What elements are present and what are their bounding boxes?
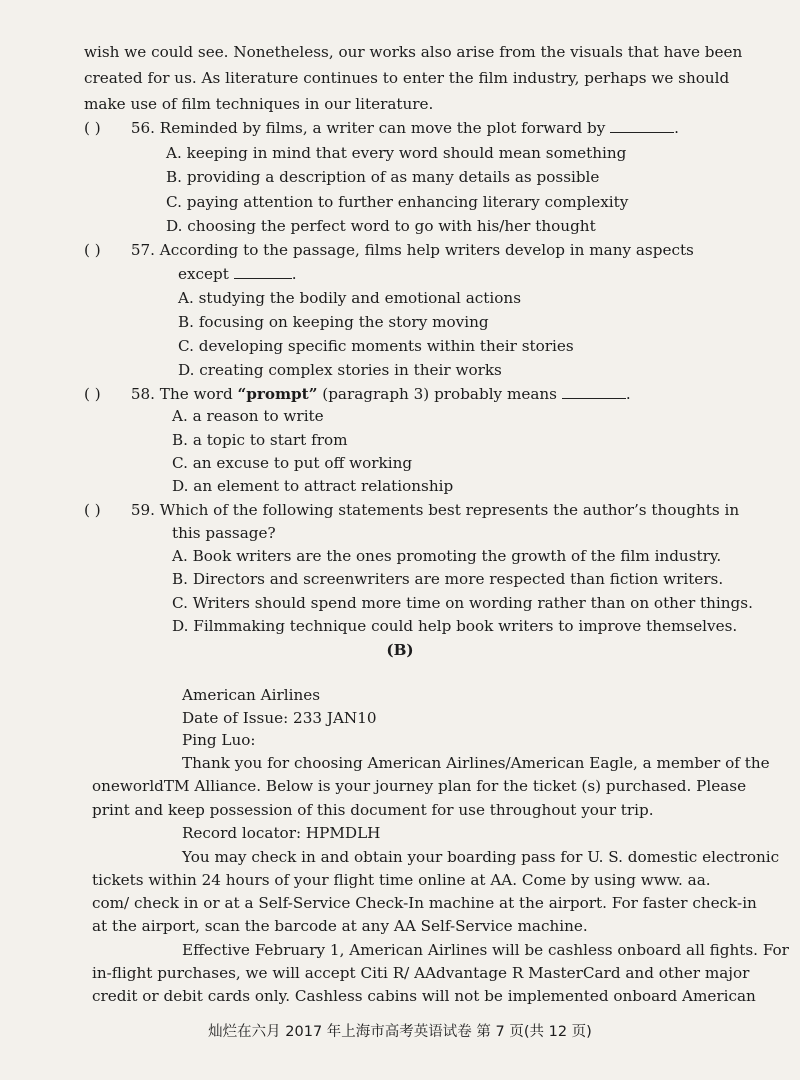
- page-footer: 灿烂在六月 2017 年上海市高考英语试卷 第 7 页(共 12 页): [208, 1024, 592, 1040]
- paragraph-line: Thank you for choosing American Airlines/American Eagle, a member of the: [182, 754, 770, 772]
- option-c: C. Writers should spend more time on wording rather than on other things.: [172, 594, 753, 612]
- keyword-prompt: “prompt”: [237, 385, 318, 403]
- option-a: A. studying the bodily and emotional actions: [178, 289, 521, 307]
- paragraph-line: at the airport, scan the barcode at any AA Self-Service machine.: [92, 917, 588, 935]
- option-b: B. focusing on keeping the story moving: [178, 313, 489, 331]
- question-stem: 57. According to the passage, films help writers develop in many aspects: [130, 241, 694, 259]
- question-stem-cont: this passage?: [172, 524, 276, 542]
- paragraph-line: credit or debit cards only. Cashless cabins will not be implemented onboard American: [92, 987, 756, 1005]
- paragraph-line: oneworldTM Alliance. Below is your journey plan for the ticket (s) purchased. Please: [92, 777, 747, 795]
- option-b: B. a topic to start from: [172, 431, 348, 449]
- answer-parenthesis[interactable]: ( ): [84, 501, 101, 519]
- date-of-issue: Date of Issue: 233 JAN10: [182, 709, 377, 727]
- paragraph-line: in-flight purchases, we will accept Citi R/ AAdvantage R MasterCard and other major: [92, 964, 750, 982]
- paragraph-line: com/ check in or at a Self-Service Check-In machine at the airport. For faster check-in: [92, 894, 757, 912]
- question-57: [84, 240, 694, 260]
- answer-parenthesis[interactable]: ( ): [84, 241, 101, 259]
- paragraph-line: Effective February 1, American Airlines will be cashless onboard all fights. For: [182, 941, 789, 959]
- answer-blank[interactable]: [610, 118, 674, 133]
- answer-blank[interactable]: [234, 264, 292, 279]
- option-d: D. creating complex stories in their works: [178, 361, 502, 379]
- option-c: C. developing specific moments within their stories: [178, 337, 574, 355]
- question-56: ( ) 56. Reminded by films, a writer can move the plot forward by .: [84, 119, 679, 137]
- section-heading: (B): [386, 641, 414, 659]
- passage-line: make use of film techniques in our literature.: [84, 95, 434, 113]
- answer-parenthesis[interactable]: ( ): [84, 385, 101, 403]
- option-b: B. Directors and screenwriters are more respected than fiction writers.: [172, 570, 724, 588]
- passage-line: wish we could see. Nonetheless, our works also arise from the visuals that have been: [84, 43, 743, 61]
- question-58: ( ) 58. The word “prompt” (paragraph 3) probably means .: [84, 385, 631, 403]
- answer-blank[interactable]: [562, 384, 626, 399]
- option-a: A. keeping in mind that every word should mean something: [166, 144, 627, 162]
- airline-name: American Airlines: [182, 686, 321, 704]
- question-stem: 56. Reminded by films, a writer can move the plot forward by: [130, 119, 606, 137]
- question-stem-cont: except .: [178, 265, 297, 283]
- paragraph-line: print and keep possession of this document for use throughout your trip.: [92, 801, 654, 819]
- paragraph-line: tickets within 24 hours of your flight time online at AA. Come by using www. aa.: [92, 871, 711, 889]
- passenger-name: Ping Luo:: [182, 731, 256, 749]
- option-d: D. choosing the perfect word to go with his/her thought: [166, 217, 596, 235]
- option-a: A. a reason to write: [172, 407, 324, 425]
- option-a: A. Book writers are the ones promoting the growth of the film industry.: [172, 547, 722, 565]
- question-stem: 59. Which of the following statements best represents the author’s thoughts in: [130, 501, 740, 519]
- paragraph-line: You may check in and obtain your boarding pass for U. S. domestic electronic: [182, 848, 780, 866]
- question-59: [84, 500, 739, 520]
- option-c: C. an excuse to put off working: [172, 454, 413, 472]
- answer-parenthesis[interactable]: ( ): [84, 119, 101, 137]
- record-locator: Record locator: HPMDLH: [182, 824, 381, 842]
- option-b: B. providing a description of as many details as possible: [166, 168, 600, 186]
- passage-line: created for us. As literature continues to enter the film industry, perhaps we should: [84, 69, 730, 87]
- option-c: C. paying attention to further enhancing literary complexity: [166, 193, 629, 211]
- option-d: D. Filmmaking technique could help book writers to improve themselves.: [172, 617, 738, 635]
- option-d: D. an element to attract relationship: [172, 477, 454, 495]
